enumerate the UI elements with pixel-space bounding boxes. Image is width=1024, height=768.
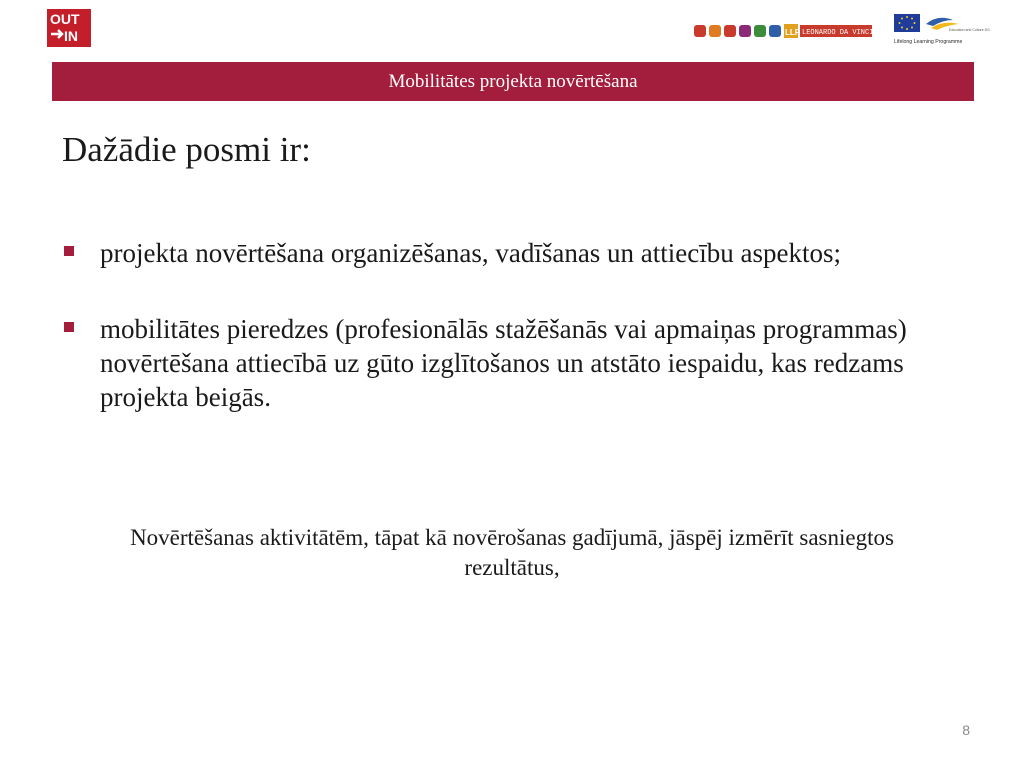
bullet-list	[62, 236, 922, 456]
bullet-text: projekta novērtēšana organizēšanas, vadīšanas un attiecību aspektos;	[100, 238, 841, 268]
bullet-item	[62, 236, 922, 270]
bullet-text: mobilitātes pieredzes (profesionālās stažēšanās vai apmaiņas programmas) novērtēšana attiecībā uz gūto izglītošanos un atstāto iespaidu, kas redzams projekta beigās.	[100, 314, 907, 412]
bullet-item	[62, 312, 922, 414]
eu-lifelong-learning-logo	[893, 12, 990, 48]
svg-text:LEONARDO DA VINCI: LEONARDO DA VINCI	[802, 29, 874, 37]
svg-text:LLP: LLP	[785, 28, 801, 37]
square-bullet-icon	[64, 246, 74, 256]
slide-title: Mobilitātes projekta novērtēšana	[388, 70, 638, 92]
summary-note: Novērtēšanas aktivitātēm, tāpat kā novērošanas gadījumā, jāspēj izmērīt sasniegtos rezultātus,	[130, 525, 894, 580]
out-in-logo	[47, 9, 91, 47]
leonardo-da-vinci-logo	[694, 21, 874, 41]
page-number: 8	[962, 722, 970, 738]
content-heading: Dažādie posmi ir:	[62, 130, 311, 169]
svg-text:OUT: OUT	[50, 11, 80, 27]
svg-text:IN: IN	[64, 28, 78, 44]
square-bullet-icon	[64, 322, 74, 332]
svg-text:Education and Culture DG: Education and Culture DG	[949, 28, 990, 32]
title-band	[52, 62, 974, 101]
svg-text:Lifelong Learning Programme: Lifelong Learning Programme	[894, 39, 963, 45]
